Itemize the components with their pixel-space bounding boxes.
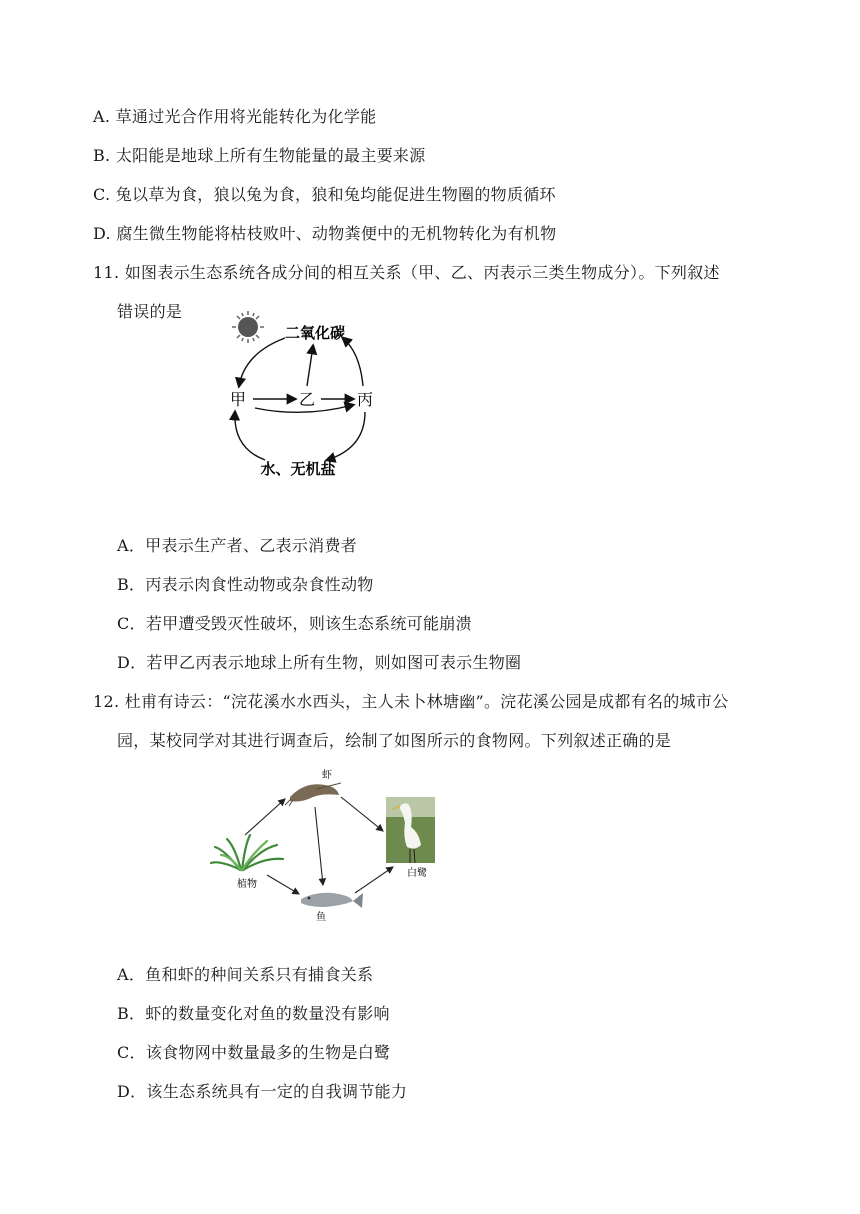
arrow-yi-co2 <box>307 346 313 386</box>
q11-option-a: A．甲表示生产者、乙表示消费者 <box>117 536 358 555</box>
q10-option-c: C. 兔以草为食，狼以兔为食，狼和兔均能促进生物圈的物质循环 <box>93 185 556 204</box>
q10-option-d: D. 腐生微生物能将枯枝败叶、动物粪便中的无机物转化为有机物 <box>93 224 557 243</box>
q11-option-b: B．丙表示肉食性动物或杂食性动物 <box>117 575 374 594</box>
q11-option-c: C．若甲遭受毁灭性破坏，则该生态系统可能崩溃 <box>117 614 472 633</box>
fish-icon <box>301 893 363 908</box>
arrow-bing-water <box>327 412 365 460</box>
q12-stem-line1: 12. 杜甫有诗云：“浣花溪水水西头，主人未卜林塘幽”。浣花溪公园是成都有名的城市公 <box>93 692 729 711</box>
q11-stem-line2: 错误的是 <box>117 302 183 321</box>
shrimp-label: 虾 <box>322 770 332 781</box>
q10-option-b: B. 太阳能是地球上所有生物能量的最主要来源 <box>93 146 426 165</box>
bing-label: 丙 <box>356 390 374 409</box>
q12-stem-line2: 园，某校同学对其进行调查后，绘制了如图所示的食物网。下列叙述正确的是 <box>117 731 672 750</box>
arrow-bing-co2 <box>343 338 363 386</box>
q11-option-d: D．若甲乙丙表示地球上所有生物，则如图可表示生物圈 <box>117 653 522 672</box>
arrow-co2-jia <box>239 338 285 386</box>
q11-stem-line1: 11. 如图表示生态系统各成分间的相互关系（甲、乙、丙表示三类生物成分）。下列叙述 <box>93 263 720 282</box>
arrow-plant-shrimp <box>245 799 285 835</box>
water-salt-label: 水、无机盐 <box>260 460 336 478</box>
shrimp-icon <box>285 783 341 806</box>
q10-option-a: A. 草通过光合作用将光能转化为化学能 <box>93 107 377 126</box>
arrow-fish-egret <box>355 867 393 893</box>
arrow-water-jia <box>235 412 265 460</box>
co2-label: 二氧化碳 <box>284 324 346 342</box>
q12-option-c: C．该食物网中数量最多的生物是白鹭 <box>117 1043 391 1062</box>
q12-option-d: D．该生态系统具有一定的自我调节能力 <box>117 1082 408 1101</box>
plant-icon <box>211 835 283 870</box>
egret-label: 白鹭 <box>407 868 427 879</box>
arrow-plant-fish <box>267 875 299 894</box>
food-web-diagram <box>205 765 455 930</box>
q12-option-b: B．虾的数量变化对鱼的数量没有影响 <box>117 1004 390 1023</box>
plant-label: 植物 <box>237 879 257 890</box>
ecosystem-diagram <box>215 308 385 488</box>
egret-icon <box>386 797 435 863</box>
jia-label: 甲 <box>229 390 247 409</box>
sun-icon <box>232 311 264 343</box>
q12-option-a: A．鱼和虾的种间关系只有捕食关系 <box>117 965 374 984</box>
arrow-shrimp-fish <box>315 807 323 885</box>
arrow-shrimp-egret <box>341 797 383 831</box>
fish-label: 鱼 <box>316 912 326 923</box>
yi-label: 乙 <box>298 390 316 409</box>
